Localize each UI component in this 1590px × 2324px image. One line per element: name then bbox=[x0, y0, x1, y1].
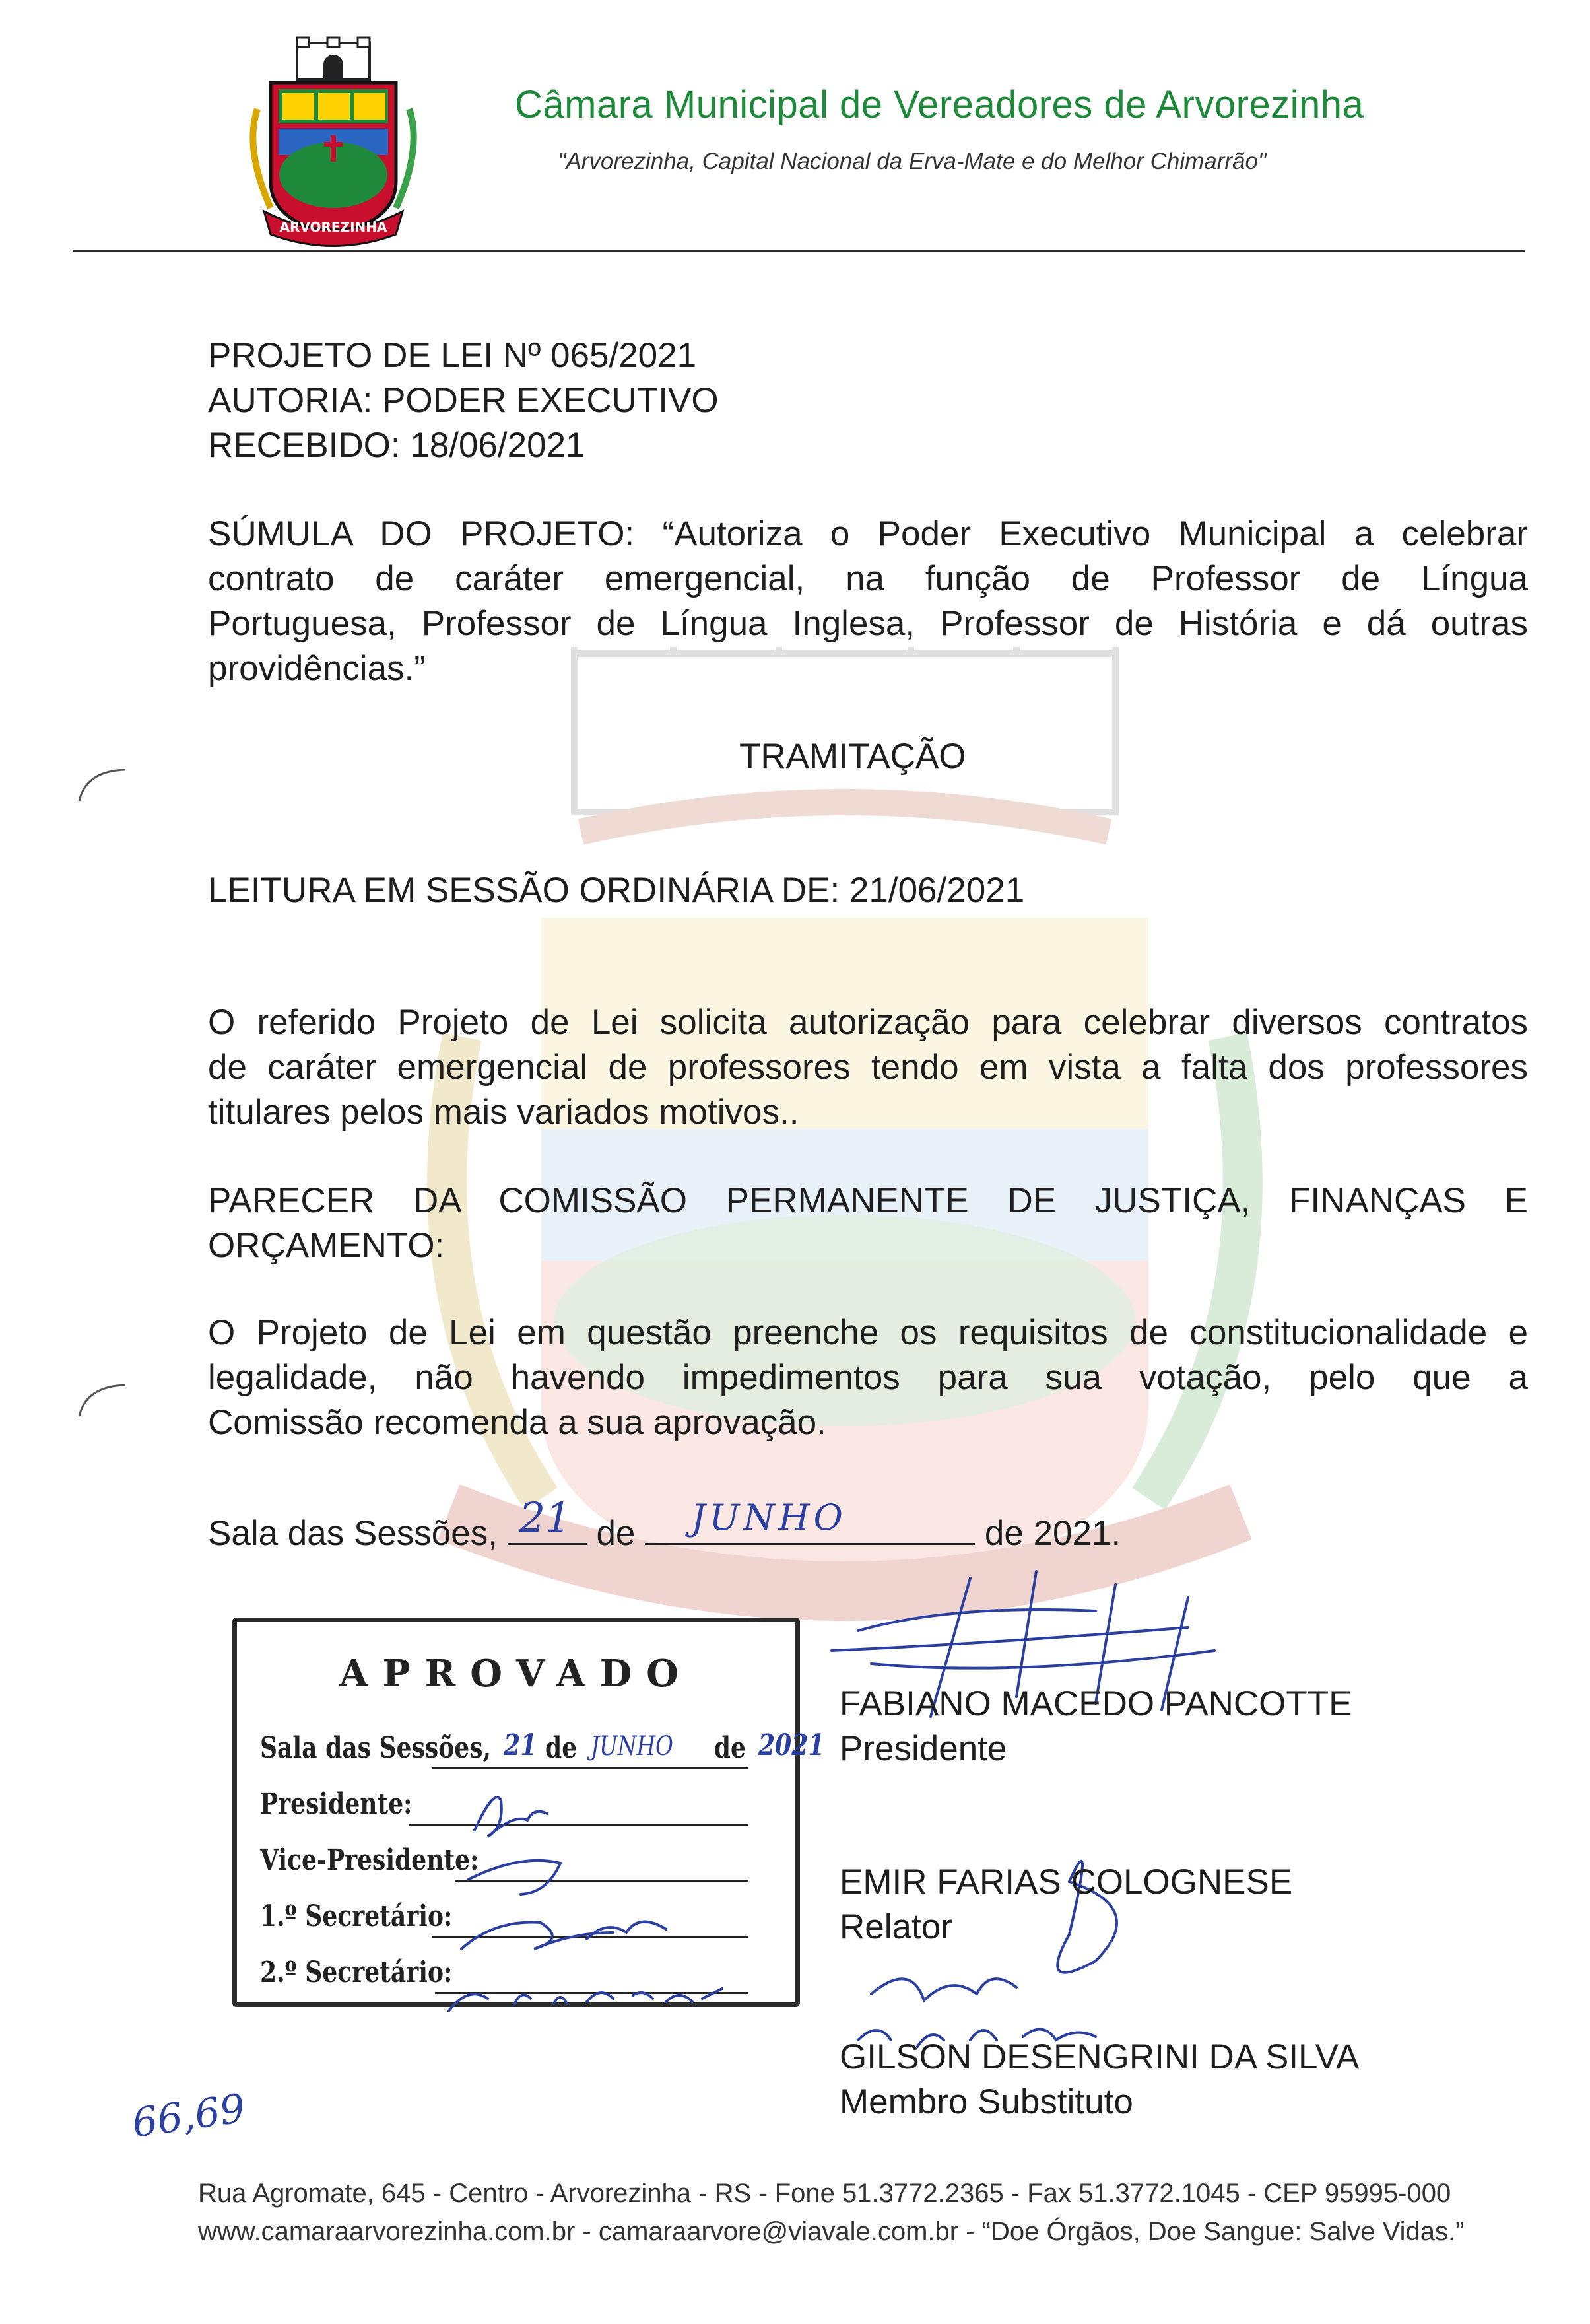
stamp-session-year: 2021 bbox=[758, 1728, 825, 1762]
session-prefix: Sala das Sessões, bbox=[208, 1514, 498, 1553]
approval-stamp bbox=[232, 1618, 825, 2007]
handwritten-page-note: 66,69 bbox=[129, 2085, 248, 2147]
stamp-second-secretary-label: 2.º Secretário: bbox=[260, 1956, 453, 1989]
parecer-line: legalidade, não havendo impedimentos para sua votação, pelo que a bbox=[208, 1358, 1528, 1397]
header-divider bbox=[73, 250, 1525, 252]
punch-hole-mark bbox=[73, 1380, 132, 1419]
stamp-session-label: Sala das Sessões, bbox=[260, 1731, 492, 1765]
signatory-name: EMIR FARIAS COLOGNESE bbox=[840, 1863, 1293, 1901]
parecer-heading bbox=[208, 1179, 1528, 1268]
signatory-role: Relator bbox=[840, 1907, 952, 1946]
header-title: Câmara Municipal de Vereadores de Arvorezinha bbox=[515, 83, 1364, 126]
stamp-title: APROVADO bbox=[339, 1652, 693, 1695]
signatory-name: GILSON DESENGRINI DA SILVA bbox=[840, 2037, 1360, 2076]
session-connector: de bbox=[596, 1514, 636, 1553]
request-paragraph bbox=[208, 1000, 1528, 1135]
stamp-de: de bbox=[545, 1731, 578, 1765]
session-date-line bbox=[208, 1493, 1121, 1556]
stamp-first-secretary-label: 1.º Secretário: bbox=[260, 1899, 453, 1933]
stamp-handwritten-signatures bbox=[389, 1721, 824, 2012]
stamp-de: de bbox=[713, 1731, 746, 1765]
summary-line: Portuguesa, Professor de Língua Inglesa, Professor de História e dá outras bbox=[208, 604, 1528, 643]
tramitacao-heading: TRAMITAÇÃO bbox=[739, 737, 966, 776]
project-author: AUTORIA: PODER EXECUTIVO bbox=[208, 381, 719, 420]
signatory-name: FABIANO MACEDO PANCOTTE bbox=[840, 1684, 1352, 1723]
stamp-session-day: 21 bbox=[504, 1728, 537, 1762]
parecer-heading-line: ORÇAMENTO: bbox=[208, 1226, 445, 1265]
session-suffix: de 2021. bbox=[984, 1514, 1121, 1553]
parecer-body bbox=[208, 1311, 1528, 1445]
stamp-president-label: Presidente: bbox=[260, 1787, 413, 1821]
stamp-vice-president-label: Vice-Presidente: bbox=[260, 1843, 479, 1877]
request-line: titulares pelos mais variados motivos.. bbox=[208, 1093, 799, 1132]
summary-line: SÚMULA DO PROJETO: “Autoriza o Poder Executivo Municipal a celebrar bbox=[208, 514, 1528, 553]
parecer-line: Comissão recomenda a sua aprovação. bbox=[208, 1403, 826, 1442]
signatory-role: Presidente bbox=[840, 1729, 1007, 1768]
municipal-crest-logo bbox=[244, 36, 422, 248]
project-received: RECEBIDO: 18/06/2021 bbox=[208, 426, 585, 465]
crest-tower-icon bbox=[297, 38, 370, 79]
project-number: PROJETO DE LEI Nº 065/2021 bbox=[208, 336, 697, 375]
session-month-field bbox=[645, 1497, 975, 1545]
request-line: de caráter emergencial de professores tendo em vista a falta dos professores bbox=[208, 1048, 1528, 1087]
project-summary bbox=[208, 512, 1528, 691]
header-subtitle: "Arvorezinha, Capital Nacional da Erva-Mate e do Melhor Chimarrão" bbox=[558, 149, 1267, 174]
session-day-field bbox=[508, 1493, 587, 1545]
reading-session-line: LEITURA EM SESSÃO ORDINÁRIA DE: 21/06/2021 bbox=[208, 871, 1025, 910]
punch-hole-mark bbox=[73, 765, 132, 804]
signatory-role: Membro Substituto bbox=[840, 2082, 1133, 2121]
request-line: O referido Projeto de Lei solicita autorização para celebrar diversos contratos bbox=[208, 1003, 1528, 1042]
parecer-heading-line: PARECER DA COMISSÃO PERMANENTE DE JUSTIÇA, FINANÇAS E bbox=[208, 1181, 1528, 1220]
summary-line: contrato de caráter emergencial, na função de Professor de Língua bbox=[208, 559, 1528, 598]
footer-contacts: www.camaraarvorezinha.com.br - camaraarvore@viavale.com.br - “Doe Órgãos, Doe Sangue: Salve Vidas.” bbox=[198, 2217, 1465, 2246]
session-day-handwritten: 21 bbox=[519, 1493, 572, 1542]
stamp-session-month: JUNHO bbox=[590, 1731, 673, 1761]
session-month-handwritten: JUNHO bbox=[691, 1497, 847, 1538]
footer-address: Rua Agromate, 645 - Centro - Arvorezinha - RS - Fone 51.3772.2365 - Fax 51.3772.1045 - CEP 95995-000 bbox=[198, 2179, 1451, 2208]
crest-ribbon-text: ARVOREZINHA bbox=[279, 219, 387, 235]
summary-line: providências.” bbox=[208, 649, 426, 688]
parecer-line: O Projeto de Lei em questão preenche os requisitos de constitucionalidade e bbox=[208, 1313, 1528, 1352]
